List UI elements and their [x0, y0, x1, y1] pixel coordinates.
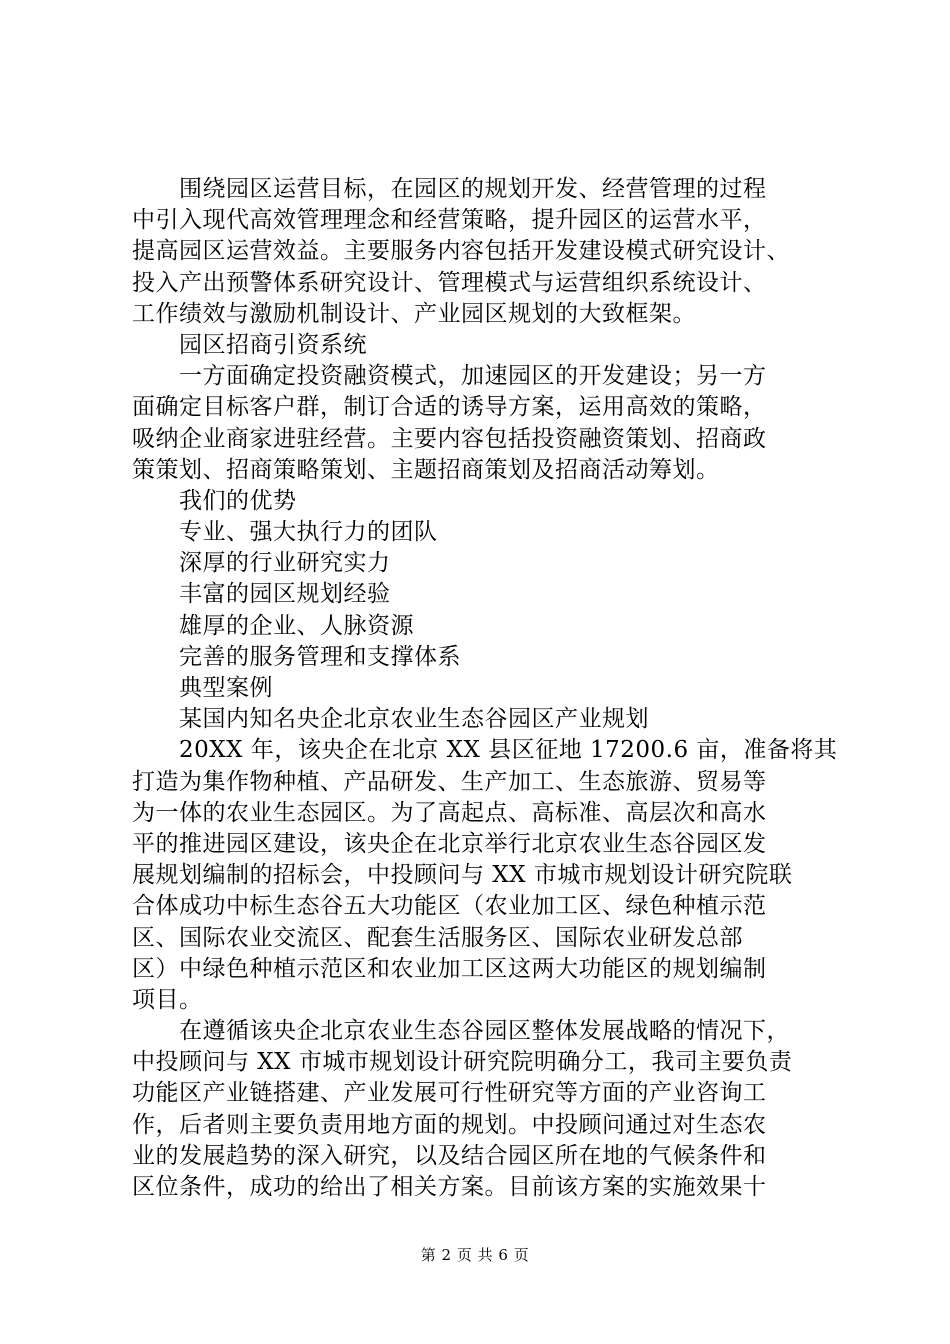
- text-line: 提高园区运营效益。主要服务内容包括开发建设模式研究设计、: [132, 238, 790, 265]
- text-line: 投入产出预警体系研究设计、管理模式与运营组织系统设计、: [132, 269, 767, 296]
- text-line: 平的推进园区建设，该央企在北京举行北京农业生态谷园区发: [132, 830, 767, 857]
- text-line: 区位条件，成功的给出了相关方案。目前该方案的实施效果十: [132, 1174, 767, 1200]
- text-line: 功能区产业链搭建、产业发展可行性研究等方面的产业咨询工: [132, 1080, 767, 1107]
- text-line: 某国内知名央企北京农业生态谷园区产业规划: [179, 706, 649, 733]
- text-line: 围绕园区运营目标，在园区的规划开发、经营管理的过程: [179, 176, 767, 202]
- text-line: 区、国际农业交流区、配套生活服务区、国际农业研发总部: [132, 924, 743, 951]
- document-body: [132, 174, 838, 1203]
- text-line: 专业、强大执行力的团队: [179, 519, 438, 546]
- text-line: 吸纳企业商家进驻经营。主要内容包括投资融资策划、招商政: [132, 425, 767, 452]
- text-line: 策策划、招商策略策划、主题招商策划及招商活动筹划。: [132, 456, 720, 483]
- text-line: 合体成功中标生态谷五大功能区（农业加工区、绿色种植示范: [132, 893, 767, 920]
- text-line: 为一体的农业生态园区。为了高起点、高标准、高层次和高水: [132, 799, 767, 826]
- text-line: 工作绩效与激励机制设计、产业园区规划的大致框架。: [132, 300, 696, 327]
- text-line: 雄厚的企业、人脉资源: [179, 612, 414, 639]
- text-line: 深厚的行业研究实力: [179, 550, 391, 577]
- text-line: 20XX 年，该央企在北京 XX 县区征地 17200.6 亩，准备将其: [179, 737, 838, 764]
- text-line: 展规划编制的招标会，中投顾问与 XX 市城市规划设计研究院联: [132, 862, 793, 889]
- text-line: 中引入现代高效管理理念和经营策略，提升园区的运营水平，: [132, 207, 767, 234]
- text-line: 在遵循该央企北京农业生态谷园区整体发展战略的情况下，: [179, 1018, 790, 1045]
- text-line: 区）中绿色种植示范区和农业加工区这两大功能区的规划编制: [132, 955, 767, 982]
- text-line: 业的发展趋势的深入研究，以及结合园区所在地的气候条件和: [132, 1142, 767, 1169]
- text-line: 面确定目标客户群，制订合适的诱导方案，运用高效的策略，: [132, 394, 767, 421]
- text-line: 中投顾问与 XX 市城市规划设计研究院明确分工，我司主要负责: [132, 1049, 793, 1076]
- page-number-label: 第 2 页 共 6 页: [420, 1246, 530, 1264]
- page-footer: [0, 1245, 950, 1265]
- text-line: 典型案例: [179, 675, 273, 701]
- text-line: 丰富的园区规划经验: [179, 581, 391, 608]
- text-line: 一方面确定投资融资模式，加速园区的开发建设；另一方: [179, 363, 767, 390]
- text-line: 项目。: [132, 986, 203, 1013]
- text-line: 打造为集作物种植、产品研发、生产加工、生态旅游、贸易等: [132, 768, 767, 795]
- text-line: 园区招商引资系统: [179, 331, 367, 358]
- text-line: 完善的服务管理和支撑体系: [179, 643, 461, 670]
- text-line: 我们的优势: [179, 487, 297, 514]
- text-line: 作，后者则主要负责用地方面的规划。中投顾问通过对生态农: [132, 1111, 767, 1138]
